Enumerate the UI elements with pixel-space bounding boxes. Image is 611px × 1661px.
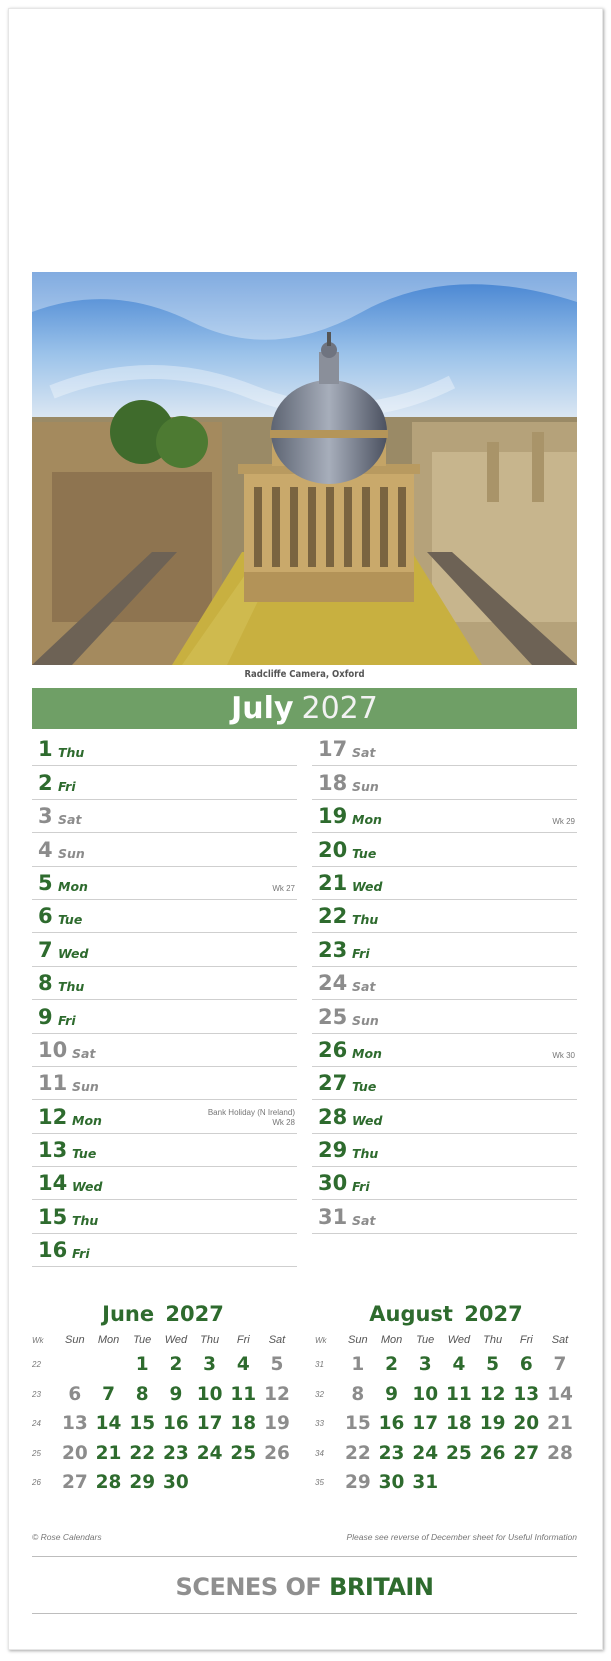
- day-note: Bank Holiday (N Ireland) Wk 28: [207, 1107, 295, 1127]
- day-note: Wk 30: [552, 1050, 575, 1060]
- day-number: 23: [318, 937, 348, 962]
- mini-header-cell: Thu: [200, 1334, 220, 1346]
- mini-calendar-title: [32, 1302, 294, 1330]
- mini-header-cell: Tue: [416, 1334, 435, 1346]
- mini-header-cell: Wk: [32, 1335, 44, 1345]
- day-row: [312, 1000, 577, 1033]
- day-number: 9: [38, 1004, 53, 1029]
- day-row: [32, 1000, 297, 1033]
- day-row: [32, 766, 297, 799]
- day-number: 2: [38, 770, 53, 795]
- day-number: 5: [38, 870, 53, 895]
- mini-week-row: [32, 1409, 294, 1439]
- days-column-1: [32, 733, 297, 1267]
- mini-day: 22: [129, 1442, 156, 1464]
- day-row: [312, 1100, 577, 1133]
- day-weekday: Wed: [58, 945, 89, 961]
- mini-day: 24: [196, 1442, 223, 1464]
- day-row: [312, 833, 577, 866]
- mini-day: 8: [351, 1383, 365, 1405]
- day-weekday: Thu: [58, 745, 85, 761]
- day-weekday: Tue: [58, 912, 83, 928]
- day-number: 10: [38, 1037, 68, 1062]
- mini-day: 24: [412, 1442, 439, 1464]
- day-row: [32, 900, 297, 933]
- mini-day: 6: [68, 1383, 82, 1405]
- mini-day: 9: [385, 1383, 398, 1405]
- day-weekday: Thu: [58, 979, 85, 995]
- day-row: [312, 867, 577, 900]
- mini-header-cell: Mon: [97, 1334, 120, 1346]
- day-row: [32, 1200, 297, 1233]
- mini-header-cell: Sun: [348, 1334, 368, 1346]
- day-number: 11: [38, 1071, 68, 1096]
- day-weekday: Mon: [352, 812, 382, 828]
- day-note: Wk 29: [552, 817, 575, 827]
- day-row: [312, 900, 577, 933]
- day-weekday: Sat: [352, 745, 376, 761]
- brand-title-part-1: SCENES OF: [175, 1573, 322, 1601]
- day-weekday: Wed: [352, 1112, 383, 1128]
- day-weekday: Sun: [352, 1012, 379, 1028]
- mini-day: 18: [446, 1413, 472, 1435]
- mini-day: 21: [95, 1442, 122, 1464]
- mini-day: 13: [513, 1383, 540, 1405]
- mini-day: 12: [479, 1383, 506, 1405]
- day-weekday: Mon: [72, 1112, 102, 1128]
- day-weekday: Fri: [58, 778, 76, 794]
- week-number: 25: [32, 1448, 41, 1458]
- mini-week-row: [315, 1350, 577, 1380]
- day-row: [312, 967, 577, 1000]
- week-number: 22: [32, 1360, 41, 1370]
- mini-header-cell: Fri: [236, 1334, 250, 1346]
- brand-title-part-2: BRITAIN: [329, 1573, 434, 1601]
- mini-day: 26: [479, 1442, 506, 1464]
- divider: [32, 1556, 577, 1557]
- mini-day: 5: [486, 1354, 500, 1376]
- day-number: 20: [318, 837, 348, 862]
- day-weekday: Sat: [58, 812, 82, 828]
- day-row: [32, 733, 297, 766]
- week-number: 26: [32, 1478, 41, 1488]
- day-row: [312, 1167, 577, 1200]
- day-number: 12: [38, 1104, 68, 1129]
- mini-header-cell: Sat: [551, 1334, 569, 1346]
- day-weekday: Tue: [352, 845, 377, 861]
- radcliffe-camera-illustration: [32, 272, 577, 665]
- day-number: 18: [318, 770, 348, 795]
- mini-day: 29: [129, 1472, 156, 1494]
- mini-week-row: [315, 1380, 577, 1410]
- day-number: 24: [318, 971, 348, 996]
- day-number: 19: [318, 804, 348, 829]
- day-number: 13: [38, 1138, 68, 1163]
- mini-header-cell: Tue: [133, 1334, 152, 1346]
- day-weekday: Sat: [352, 979, 376, 995]
- landmark-photo: [32, 272, 577, 665]
- week-number: 33: [315, 1419, 324, 1429]
- day-row: [32, 967, 297, 1000]
- day-number: 29: [318, 1138, 348, 1163]
- day-row: [32, 1134, 297, 1167]
- day-weekday: Sun: [352, 778, 379, 794]
- mini-header-cell: Sat: [268, 1334, 286, 1346]
- mini-month-name: June: [102, 1302, 155, 1326]
- mini-header-cell: Thu: [483, 1334, 503, 1346]
- day-weekday: Fri: [352, 1179, 370, 1195]
- mini-day: 4: [236, 1354, 250, 1376]
- mini-day: 25: [446, 1442, 472, 1464]
- day-row: [32, 1234, 297, 1267]
- mini-day: 20: [513, 1413, 540, 1435]
- mini-day: 3: [203, 1354, 217, 1376]
- mini-day: 18: [230, 1413, 257, 1435]
- day-row: [32, 1167, 297, 1200]
- mini-header-row: [32, 1330, 294, 1350]
- mini-day: 31: [412, 1472, 439, 1494]
- mini-day: 1: [351, 1354, 365, 1376]
- mini-day: 9: [169, 1383, 183, 1405]
- mini-week-row: [315, 1409, 577, 1439]
- mini-day: 11: [446, 1383, 472, 1405]
- mini-day: 14: [95, 1413, 122, 1435]
- photo-caption: Radcliffe Camera, Oxford: [244, 669, 365, 680]
- day-number: 30: [318, 1171, 348, 1196]
- mini-day: 13: [61, 1413, 88, 1435]
- day-number: 21: [318, 870, 348, 895]
- divider: [32, 1613, 577, 1614]
- day-weekday: Mon: [352, 1045, 382, 1061]
- day-number: 1: [38, 737, 53, 762]
- mini-day: 21: [547, 1413, 573, 1435]
- day-number: 25: [318, 1004, 348, 1029]
- mini-day: 11: [230, 1383, 257, 1405]
- day-weekday: Sun: [58, 845, 85, 861]
- day-row: [312, 1034, 577, 1067]
- mini-day: 3: [418, 1354, 432, 1376]
- mini-day: 15: [344, 1413, 371, 1435]
- mini-day: 26: [264, 1442, 290, 1464]
- day-number: 14: [38, 1171, 68, 1196]
- mini-header-row: [315, 1330, 577, 1350]
- mini-day: 28: [95, 1472, 122, 1494]
- mini-day: 5: [270, 1354, 284, 1376]
- mini-day: 17: [412, 1413, 439, 1435]
- mini-day: 19: [264, 1413, 290, 1435]
- week-number: 31: [315, 1360, 324, 1370]
- days-column-2: [312, 733, 577, 1234]
- day-number: 6: [38, 904, 53, 929]
- day-weekday: Sat: [72, 1045, 96, 1061]
- day-row: [32, 1034, 297, 1067]
- mini-day: 7: [102, 1383, 115, 1405]
- day-row: [312, 1200, 577, 1233]
- day-weekday: Wed: [72, 1179, 103, 1195]
- day-number: 3: [38, 804, 53, 829]
- mini-day: 7: [553, 1354, 567, 1376]
- day-number: 26: [318, 1037, 348, 1062]
- day-row: [312, 733, 577, 766]
- mini-day: 20: [61, 1442, 88, 1464]
- brand-title: [32, 1573, 577, 1601]
- week-number: 32: [315, 1389, 324, 1399]
- day-number: 27: [318, 1071, 348, 1096]
- day-row: [32, 1100, 297, 1133]
- day-number: 17: [318, 737, 348, 762]
- day-note: Wk 27: [272, 883, 295, 893]
- mini-week-row: [32, 1380, 294, 1410]
- mini-week-row: [315, 1439, 577, 1469]
- mini-month-name: August: [369, 1302, 453, 1326]
- day-row: [312, 766, 577, 799]
- mini-day: 2: [385, 1354, 398, 1376]
- day-number: 31: [318, 1204, 348, 1229]
- week-number: 35: [315, 1478, 324, 1488]
- day-weekday: Wed: [352, 878, 383, 894]
- day-weekday: Thu: [72, 1212, 99, 1228]
- mini-day: 27: [61, 1472, 88, 1494]
- week-number: 34: [315, 1448, 324, 1458]
- useful-info-note: Please see reverse of December sheet for Useful Information: [346, 1532, 577, 1542]
- mini-day: 27: [513, 1442, 540, 1464]
- mini-calendar-june: [32, 1302, 294, 1498]
- day-weekday: Thu: [352, 912, 379, 928]
- month-year: 2027: [301, 691, 378, 726]
- day-row: [312, 800, 577, 833]
- mini-day: 1: [135, 1354, 149, 1376]
- mini-day: 10: [412, 1383, 439, 1405]
- mini-month-year: 2027: [165, 1302, 224, 1326]
- mini-day: 30: [378, 1472, 405, 1494]
- mini-day: 8: [135, 1383, 149, 1405]
- day-weekday: Tue: [72, 1146, 97, 1162]
- mini-header-cell: Sun: [65, 1334, 85, 1346]
- mini-day: 17: [196, 1413, 223, 1435]
- mini-week-row: [32, 1350, 294, 1380]
- day-number: 28: [318, 1104, 348, 1129]
- mini-day: 14: [547, 1383, 573, 1405]
- month-header: [32, 688, 577, 729]
- mini-day: 16: [163, 1413, 189, 1435]
- day-number: 16: [38, 1238, 68, 1263]
- day-weekday: Tue: [352, 1079, 377, 1095]
- week-number: 24: [32, 1419, 41, 1429]
- day-weekday: Fri: [352, 945, 370, 961]
- mini-day: 22: [344, 1442, 371, 1464]
- mini-day: 12: [264, 1383, 290, 1405]
- mini-month-year: 2027: [464, 1302, 523, 1326]
- day-number: 7: [38, 937, 53, 962]
- mini-day: 6: [519, 1354, 533, 1376]
- day-number: 4: [38, 837, 53, 862]
- month-name: July: [231, 691, 294, 726]
- day-number: 8: [38, 971, 53, 996]
- mini-day: 2: [169, 1354, 183, 1376]
- mini-day: 25: [230, 1442, 257, 1464]
- mini-day: 15: [129, 1413, 156, 1435]
- day-weekday: Thu: [352, 1146, 379, 1162]
- mini-day: 23: [163, 1442, 189, 1464]
- mini-week-row: [32, 1468, 294, 1498]
- mini-day: 23: [378, 1442, 405, 1464]
- mini-day: 10: [196, 1383, 223, 1405]
- day-row: [32, 833, 297, 866]
- day-weekday: Fri: [58, 1012, 76, 1028]
- mini-calendar-august: [315, 1302, 577, 1498]
- mini-day: 30: [163, 1472, 189, 1494]
- mini-header-cell: Wk: [315, 1335, 327, 1345]
- day-row: [32, 933, 297, 966]
- day-row: [32, 867, 297, 900]
- mini-header-cell: Mon: [380, 1334, 403, 1346]
- day-number: 22: [318, 904, 348, 929]
- mini-header-cell: Fri: [519, 1334, 533, 1346]
- day-row: [312, 1134, 577, 1167]
- week-number: 23: [32, 1389, 41, 1399]
- mini-day: 19: [479, 1413, 506, 1435]
- mini-calendar-title: [315, 1302, 577, 1330]
- copyright-text: © Rose Calendars: [32, 1532, 102, 1542]
- mini-day: 16: [378, 1413, 405, 1435]
- mini-header-cell: Wed: [447, 1334, 471, 1346]
- day-number: 15: [38, 1204, 68, 1229]
- day-weekday: Sat: [352, 1212, 376, 1228]
- mini-day: 28: [547, 1442, 573, 1464]
- mini-week-row: [315, 1468, 577, 1498]
- mini-day: 29: [344, 1472, 371, 1494]
- day-row: [32, 1067, 297, 1100]
- day-row: [32, 800, 297, 833]
- day-weekday: Fri: [72, 1246, 90, 1262]
- day-weekday: Sun: [72, 1079, 99, 1095]
- day-weekday: Mon: [58, 878, 88, 894]
- mini-week-row: [32, 1439, 294, 1469]
- day-row: [312, 1067, 577, 1100]
- mini-day: 4: [452, 1354, 466, 1376]
- mini-header-cell: Wed: [164, 1334, 188, 1346]
- day-row: [312, 933, 577, 966]
